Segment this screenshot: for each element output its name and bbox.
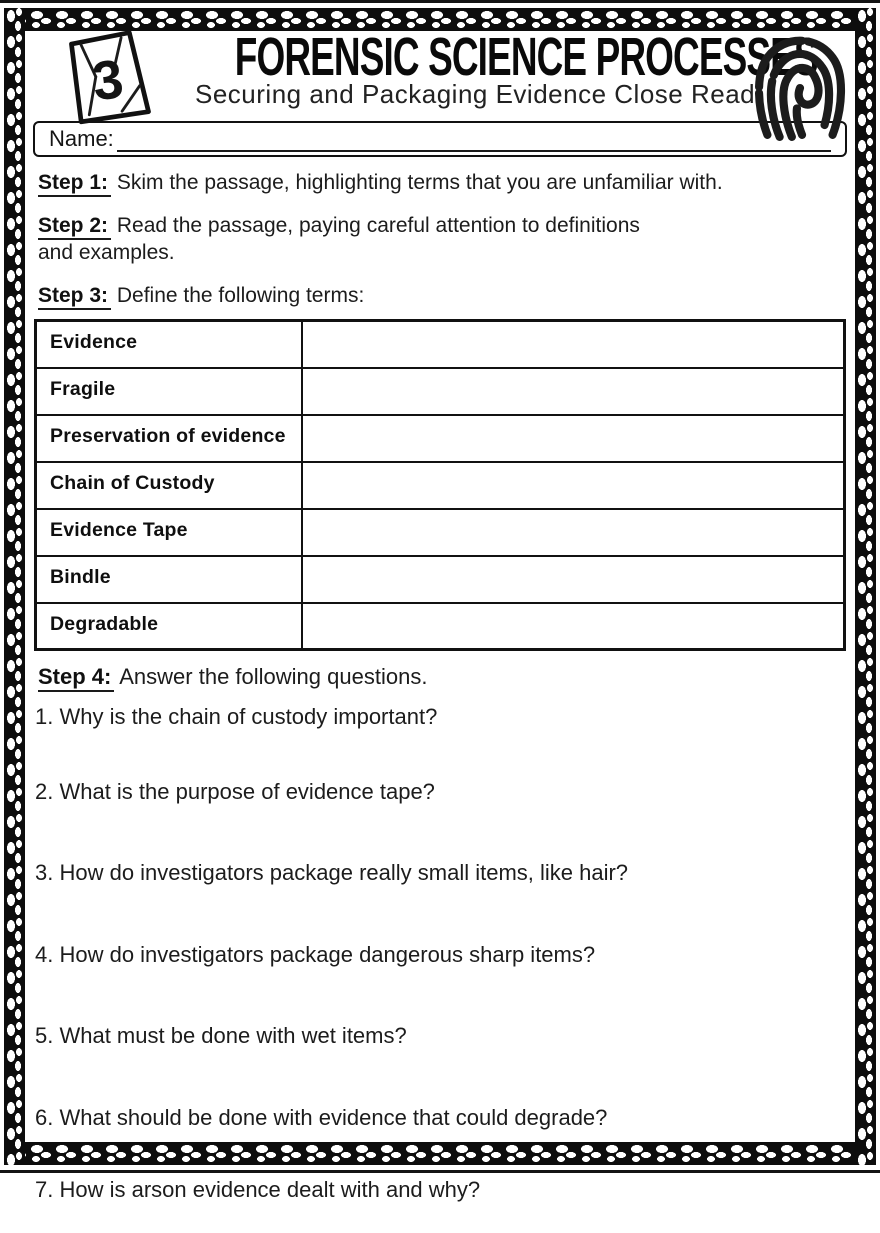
table-row [36,368,845,415]
definition-cell[interactable] [302,415,845,462]
worksheet-content [33,26,847,1233]
table-row [36,321,845,368]
step-3 [38,282,847,309]
name-input-line[interactable] [117,126,831,152]
step-4 [38,663,847,690]
answer-space[interactable] [33,968,847,1009]
question-1: 1. Why is the chain of custody important? [35,704,438,729]
page-subtitle: Securing and Packaging Evidence Close Read [195,79,756,109]
marker-number: 3 [89,48,127,113]
table-row [36,509,845,556]
answer-space[interactable] [33,805,847,846]
answer-space[interactable] [33,730,847,765]
question-6: 6. What should be done with evidence that could degrade? [35,1105,608,1130]
question-4: 4. How do investigators package dangerous sharp items? [35,942,596,967]
decorative-border-right [855,8,876,1165]
table-row [36,415,845,462]
term-label: Evidence Tape [36,509,302,556]
step-4-text: Answer the following questions. [114,664,428,689]
step-2-label: Step 2: [38,214,111,240]
fingerprint-icon [747,29,847,148]
step-2-text: Read the passage, paying careful attention to definitions and examples. [38,214,640,264]
table-row [36,603,845,650]
answer-space[interactable] [33,1049,847,1091]
definition-cell[interactable] [302,368,845,415]
page-title: FORENSIC SCIENCE PROCESSES [234,26,818,87]
term-label: Bindle [36,556,302,603]
table-row [36,462,845,509]
title-block [195,26,818,109]
definition-cell[interactable] [302,509,845,556]
decorative-border-left [4,8,25,1165]
question-5: 5. What must be done with wet items? [35,1023,407,1048]
definition-cell[interactable] [302,603,845,650]
step-3-text: Define the following terms: [111,284,365,307]
step-1-label: Step 1: [38,171,111,197]
answer-space[interactable] [33,1203,847,1233]
terms-table [34,319,846,651]
definition-cell[interactable] [302,321,845,368]
step-1-text: Skim the passage, highlighting terms that you are unfamiliar with. [111,171,723,194]
definition-cell[interactable] [302,556,845,603]
name-label: Name: [49,126,114,151]
step-3-label: Step 3: [38,284,111,310]
definition-cell[interactable] [302,462,845,509]
term-label: Chain of Custody [36,462,302,509]
question-7: 7. How is arson evidence dealt with and why? [35,1177,481,1202]
question-3: 3. How do investigators package really small items, like hair? [35,860,629,885]
answer-space[interactable] [33,886,847,928]
step-1 [38,169,847,196]
table-row [36,556,845,603]
term-label: Preservation of evidence [36,415,302,462]
name-field [33,121,847,157]
question-2: 2. What is the purpose of evidence tape? [35,779,435,804]
step-2 [38,212,668,266]
step-4-label: Step 4: [38,664,114,692]
evidence-marker-icon [33,29,195,130]
term-label: Evidence [36,321,302,368]
term-label: Degradable [36,603,302,650]
term-label: Fragile [36,368,302,415]
answer-space[interactable] [33,1131,847,1163]
header [33,26,847,121]
